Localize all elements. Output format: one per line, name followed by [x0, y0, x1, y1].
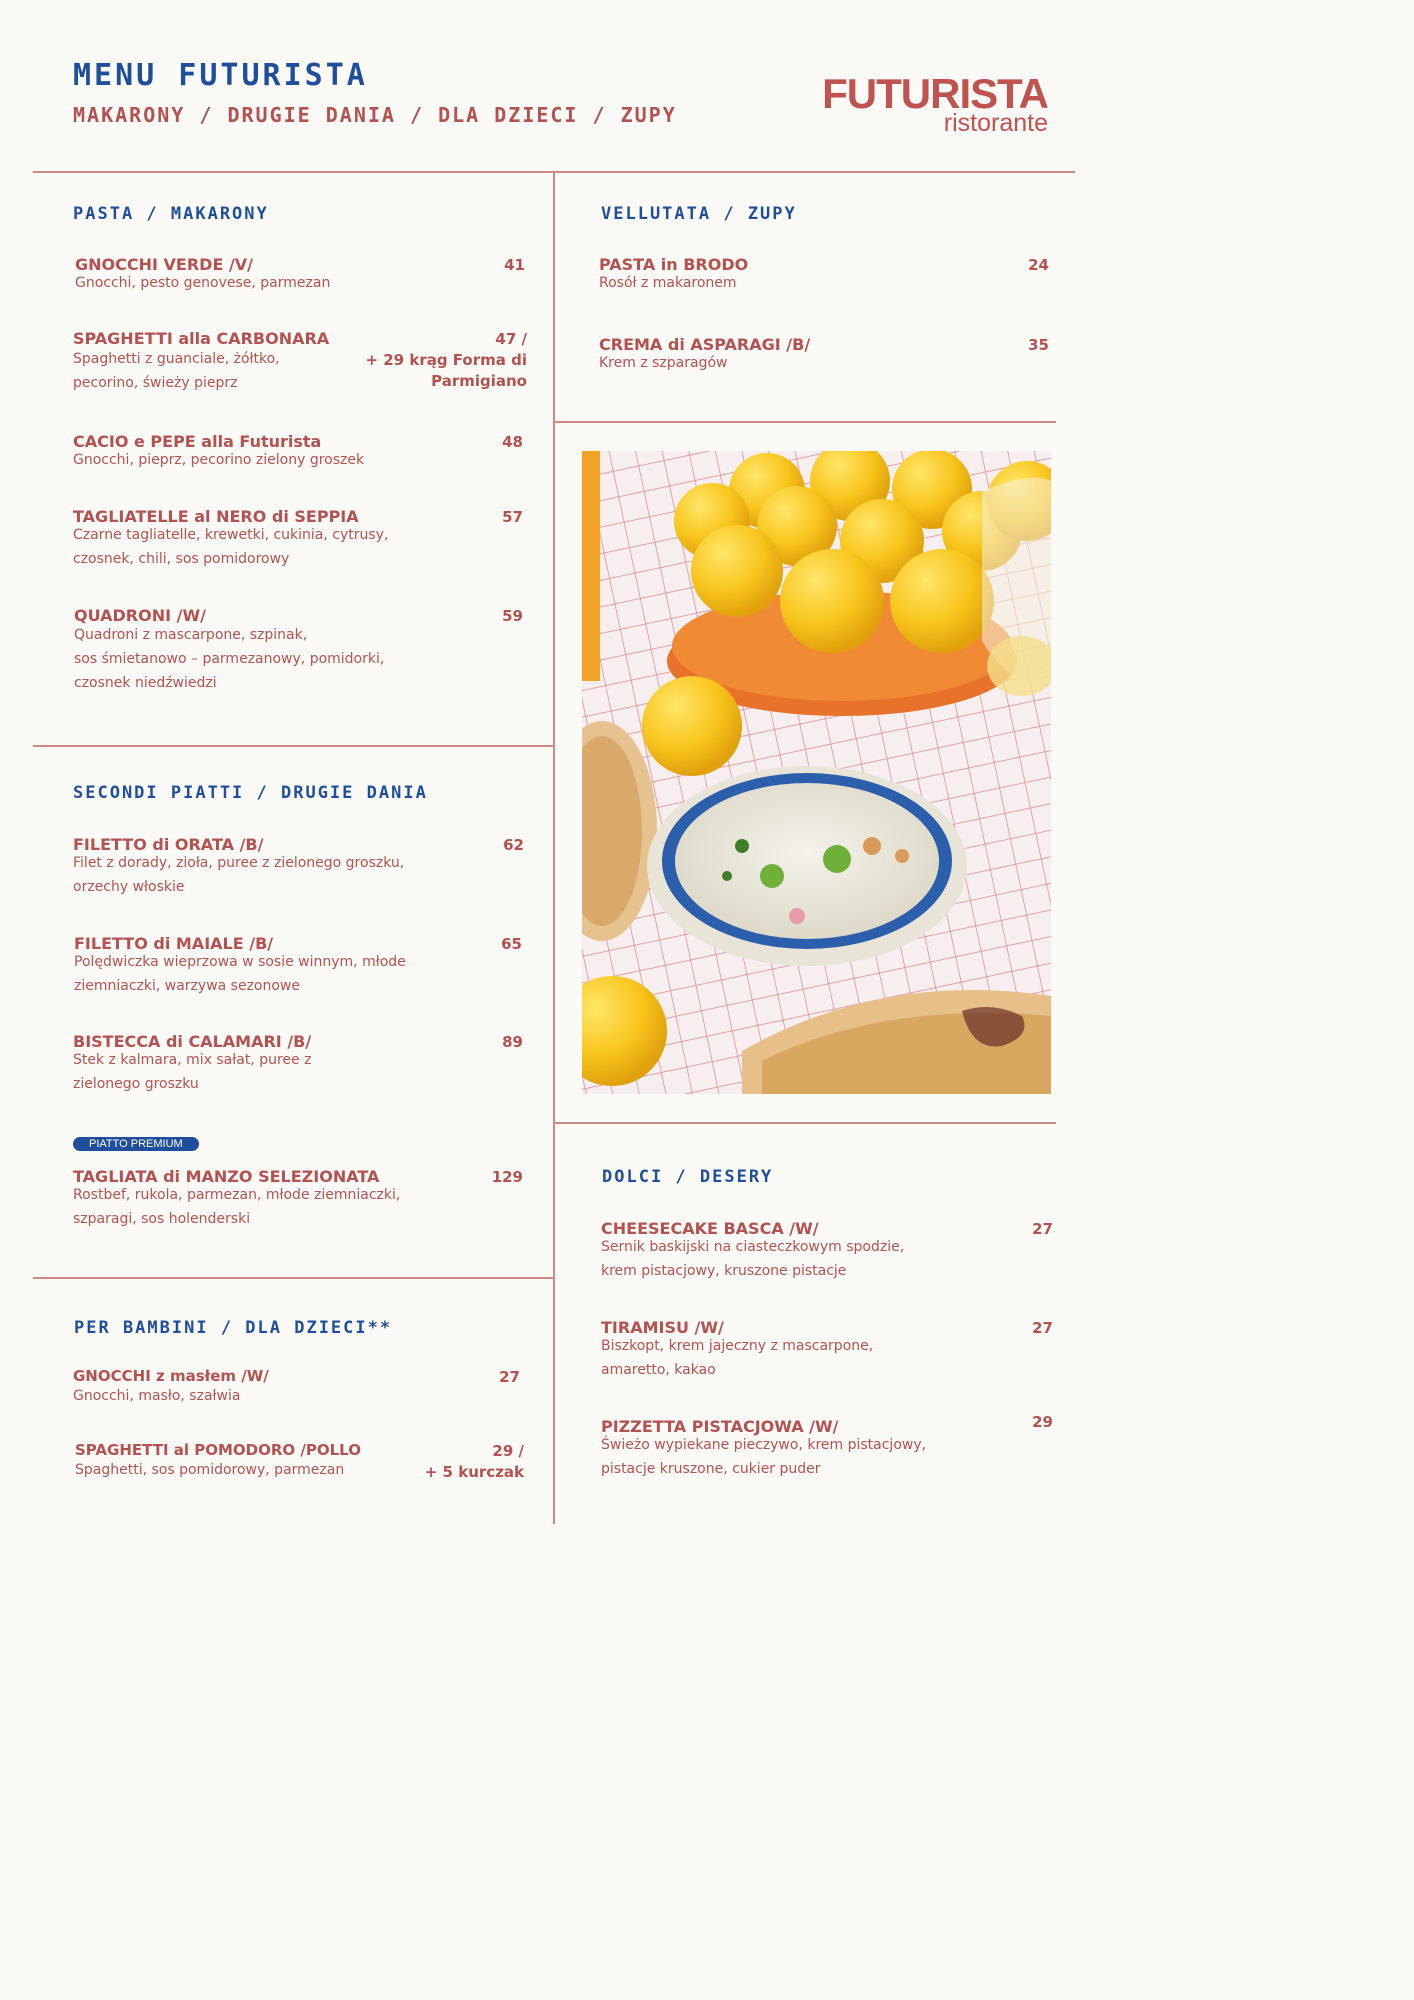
- section-divider: [33, 745, 554, 747]
- item-price: 89: [502, 1033, 523, 1051]
- logo-main-text: FUTURISTA: [822, 70, 1048, 117]
- section-divider: [555, 1122, 1056, 1124]
- item-price: 35: [1028, 336, 1049, 354]
- item-description: Gnocchi, pesto genovese, parmezan: [75, 275, 331, 291]
- section-divider: [555, 421, 1056, 423]
- menu-item: [599, 255, 748, 295]
- menu-item: [73, 1032, 311, 1096]
- item-description: Filet z dorady, zioła, puree z zielonego groszku, orzechy włoskie: [73, 855, 405, 895]
- page-title: MENU FUTURISTA: [73, 58, 368, 93]
- item-price: 59: [502, 607, 523, 625]
- menu-item: [74, 606, 384, 695]
- item-description: Stek z kalmara, mix sałat, puree z zielonego groszku: [73, 1052, 312, 1092]
- item-name: GNOCCHI VERDE /V/: [75, 255, 254, 274]
- menu-item: [73, 329, 329, 395]
- menu-item: [601, 1318, 873, 1382]
- item-name: SPAGHETTI alla CARBONARA: [73, 329, 330, 348]
- menu-item: [75, 1441, 361, 1482]
- item-name: CACIO e PEPE alla Futurista: [73, 432, 322, 451]
- menu-item: [73, 432, 364, 472]
- item-price: 57: [502, 508, 523, 526]
- item-description: Polędwiczka wieprzowa w sosie winnym, młode ziemniaczki, warzywa sezonowe: [74, 954, 406, 994]
- item-price: 47 / + 29 krąg Forma di Parmigiano: [365, 330, 527, 390]
- item-description: Rostbef, rukola, parmezan, młode ziemniaczki, szparagi, sos holenderski: [73, 1187, 401, 1227]
- item-price: 27: [499, 1368, 520, 1386]
- item-description: Biszkopt, krem jajeczny z mascarpone, amaretto, kakao: [601, 1338, 874, 1378]
- menu-item: [73, 835, 404, 899]
- item-description: Sernik baskijski na ciasteczkowym spodzie, krem pistacjowy, kruszone pistacje: [601, 1239, 905, 1279]
- item-name: CREMA di ASPARAGI /B/: [599, 335, 811, 354]
- item-description: Quadroni z mascarpone, szpinak, sos śmietanowo – parmezanowy, pomidorki, czosnek niedźwiedzi: [74, 627, 385, 691]
- brand-logo: [822, 70, 1048, 137]
- section-heading-pasta: PASTA / MAKARONY: [73, 204, 269, 224]
- item-price: 65: [501, 935, 522, 953]
- item-description: Gnocchi, masło, szałwia: [73, 1388, 241, 1404]
- premium-badge: PIATTO PREMIUM: [73, 1137, 199, 1151]
- item-price: 27: [1032, 1319, 1053, 1337]
- item-name: PIZZETTA PISTACJOWA /W/: [601, 1417, 839, 1436]
- item-description: Rosół z makaronem: [599, 275, 737, 291]
- item-name: FILETTO di ORATA /B/: [73, 835, 264, 854]
- item-name: SPAGHETTI al POMODORO /POLLO: [75, 1441, 361, 1459]
- item-price: 129: [491, 1168, 523, 1186]
- item-name: QUADRONI /W/: [74, 606, 206, 625]
- item-price: 41: [504, 256, 525, 274]
- section-heading-bambini: PER BAMBINI / DLA DZIECI**: [74, 1318, 393, 1338]
- menu-item: [601, 1417, 926, 1481]
- menu-item: [601, 1219, 904, 1283]
- item-price: 29 / + 5 kurczak: [424, 1442, 524, 1481]
- menu-item: [599, 335, 810, 375]
- menu-item: [73, 1167, 400, 1231]
- item-name: PASTA in BRODO: [599, 255, 749, 274]
- column-divider: [553, 172, 555, 1524]
- item-name: TAGLIATA di MANZO SELEZIONATA: [73, 1167, 380, 1186]
- item-description: Spaghetti, sos pomidorowy, parmezan: [75, 1462, 345, 1478]
- item-description: Czarne tagliatelle, krewetki, cukinia, cytrusy, czosnek, chili, sos pomidorowy: [73, 527, 389, 567]
- item-price: 24: [1028, 256, 1049, 274]
- item-name: CHEESECAKE BASCA /W/: [601, 1219, 819, 1238]
- item-name: BISTECCA di CALAMARI /B/: [73, 1032, 312, 1051]
- menu-item: [73, 507, 388, 571]
- section-heading-zupy: VELLUTATA / ZUPY: [601, 204, 797, 224]
- item-price: 62: [503, 836, 524, 854]
- food-photo: [582, 451, 1051, 1094]
- section-divider: [33, 1277, 554, 1279]
- logo-sub-text: ristorante: [943, 109, 1048, 137]
- item-name: GNOCCHI z masłem /W/: [73, 1367, 269, 1385]
- item-name: TIRAMISU /W/: [601, 1318, 724, 1337]
- item-price: 27: [1032, 1220, 1053, 1238]
- menu-item: [73, 1367, 269, 1408]
- section-heading-secondi: SECONDI PIATTI / DRUGIE DANIA: [73, 783, 428, 803]
- item-name: FILETTO di MAIALE /B/: [74, 934, 274, 953]
- item-name: TAGLIATELLE al NERO di SEPPIA: [73, 507, 359, 526]
- section-heading-dolci: DOLCI / DESERY: [602, 1167, 774, 1187]
- page-subtitle: MAKARONY / DRUGIE DANIA / DLA DZIECI / ZUPY: [73, 103, 677, 127]
- item-price: 29: [1032, 1413, 1053, 1431]
- item-description: Krem z szparagów: [599, 355, 728, 371]
- menu-item: [74, 934, 406, 998]
- item-price: 48: [502, 433, 523, 451]
- item-description: Świeżo wypiekane pieczywo, krem pistacjowy, pistacje kruszone, cukier puder: [601, 1437, 927, 1477]
- item-description: Spaghetti z guanciale, żółtko, pecorino, świeży pieprz: [73, 351, 280, 391]
- menu-item: [75, 255, 330, 295]
- item-description: Gnocchi, pieprz, pecorino zielony groszek: [73, 452, 365, 468]
